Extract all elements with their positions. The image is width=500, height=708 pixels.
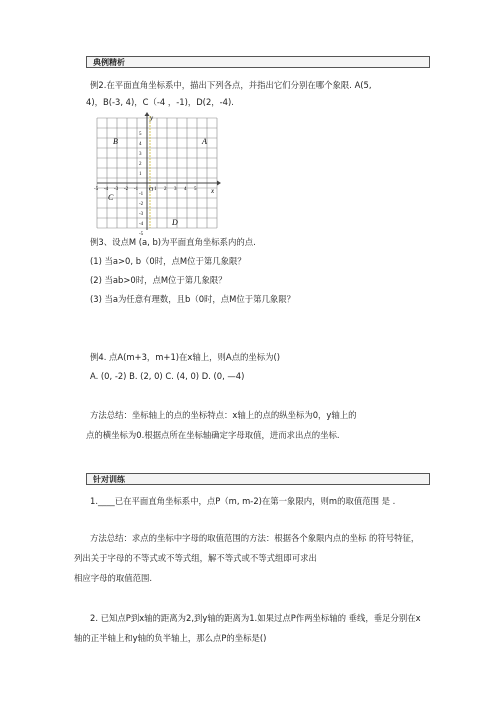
origin-label: O: [149, 187, 154, 193]
y-tick-label: -4: [139, 222, 144, 227]
example-3-question-3: (3) 当a为任意有理数，且b（0时，点M位于第几象限？: [90, 294, 296, 304]
x-tick-label: -3: [114, 187, 119, 192]
coordinate-grid-figure: [93, 112, 223, 237]
y-tick-label: 2: [139, 162, 142, 167]
example-2-line-2: 4)，B(-3, 4)，C（-4 ，-1)，D(2，-4).: [86, 97, 234, 107]
y-tick-label: 4: [139, 142, 142, 147]
example-2-line-1: 例2.在平面直角坐标系中，描出下列各点，并指出它们分别在哪个象限. A(5,: [90, 80, 372, 90]
example-3-question-2: (2) 当ab>0时，点M位于第几象限？: [90, 275, 227, 285]
x-tick-label: -1: [134, 187, 139, 192]
training-question-2-line-1: 2. 已知点P到x轴的距离为2,到y轴的距离为1.如果过点P作两坐标轴的 垂线，垂足分别在x: [90, 613, 421, 623]
y-tick-label: -1: [139, 192, 144, 197]
section-title: 典例精析: [93, 58, 125, 67]
section-header-training: [86, 473, 430, 485]
x-tick-label: -5: [94, 187, 99, 192]
grid-lines: [97, 118, 217, 228]
method-summary-2-line-2: 列出关于字母的不等式或不等式组，解不等式或不等式组即可求出: [74, 553, 317, 563]
section-title: 针对训练: [93, 475, 125, 484]
y-tick-label: 5: [139, 132, 142, 137]
point-label-c: C: [108, 193, 114, 202]
method-summary-2-line-3: 相应字母的取值范围.: [74, 573, 153, 583]
x-axis-label: x: [211, 187, 215, 195]
x-tick-label: 5: [194, 187, 197, 192]
training-question-2-line-2: 轴的正半轴上和y轴的负半轴上，那么点P的坐标是(): [74, 633, 267, 643]
training-question-1: 1.____已在平面直角坐标系中，点P（m, m-2)在第一象限内，则m的取值范围 是 .: [90, 496, 396, 506]
point-label-b: B: [113, 137, 118, 146]
example-4-options: A. (0, -2) B. (2, 0) C. (4, 0) D. (0, —4): [90, 371, 245, 381]
example-3-stem: 例3、设点M (a, b)为平面直角坐标系内的点.: [90, 237, 256, 247]
x-tick-label: 1: [154, 187, 157, 192]
y-tick-label: -5: [139, 232, 144, 237]
x-tick-label: -2: [124, 187, 129, 192]
point-label-a: A: [202, 137, 207, 146]
method-summary-1-line-2: 点的横坐标为0.根据点所在坐标轴确定字母取值，进而求出点的坐标.: [86, 430, 340, 440]
x-tick-label: 4: [184, 187, 187, 192]
point-label-d: D: [172, 218, 178, 227]
y-tick-label: 3: [139, 152, 142, 157]
x-tick-label: 3: [174, 187, 177, 192]
x-tick-label: 2: [164, 187, 167, 192]
y-tick-label: -2: [139, 202, 144, 207]
x-tick-label: -4: [104, 187, 109, 192]
example-3-question-1: (1) 当a>0, b（0时，点M位于第几象限？: [90, 256, 246, 266]
example-4-stem: 例4. 点A(m+3，m+1)在x轴上，则A点的坐标为(): [90, 352, 281, 362]
y-axis-arrow-icon: [145, 112, 150, 116]
method-summary-1-line-1: 方法总结：坐标轴上的点的坐标特点：x轴上的点的纵坐标为0，y轴上的: [90, 410, 357, 420]
y-tick-label: 1: [139, 172, 142, 177]
section-header-examples: [86, 56, 430, 68]
y-axis-label: y: [150, 114, 154, 122]
y-tick-label: -3: [139, 212, 144, 217]
method-summary-2-line-1: 方法总结：求点的坐标中字母的取值范围的方法：根据各个象限内点的坐标 的符号特征，: [90, 533, 420, 543]
x-axis-arrow-icon: [217, 181, 221, 186]
